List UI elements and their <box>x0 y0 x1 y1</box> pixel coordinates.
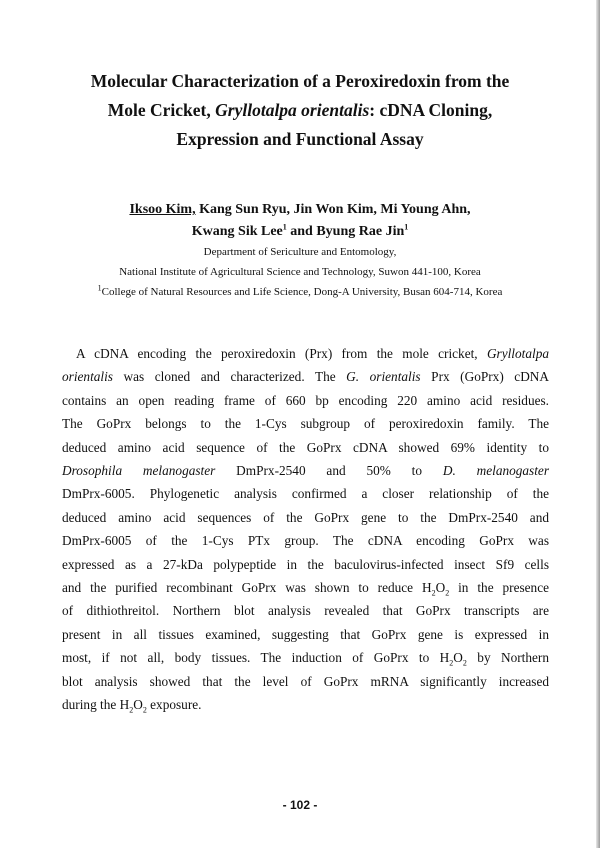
abstract-line: A cDNA encoding the peroxiredoxin (Prx) from the mole cricket, Gryllotalpa <box>76 346 549 361</box>
abstract-line: The GoPrx belongs to the 1-Cys subgroup of peroxiredoxin family. The <box>62 416 549 432</box>
abstract-line: expressed as a 27-kDa polypeptide in the baculovirus-infected insect Sf9 cells <box>62 556 549 572</box>
abstract-line: DmPrx-6005. Phylogenetic analysis confirmed a closer relationship of the <box>62 486 549 502</box>
abstract-line: contains an open reading frame of 660 bp encoding 220 amino acid residues. <box>62 392 549 408</box>
abstract-line: most, if not all, body tissues. The induction of GoPrx to $H_2O_2$ by Northern <box>62 650 550 668</box>
abstract-line: Drosophila melanogaster DmPrx-2540 and 50% to D. melanogaster <box>62 463 550 479</box>
page-edge-shadow <box>596 0 600 848</box>
abstract-line: and the purified recombinant GoPrx was shown to reduce $H_2O_2$ in the presence <box>62 580 550 598</box>
abstract-body <box>62 342 549 717</box>
affiliation-line-1: Department of Sericulture and Entomology, <box>203 246 397 258</box>
author-list <box>40 199 560 243</box>
species-name: Gryllotalpa orientalis <box>215 100 370 120</box>
abstract-line: deduced amino acid sequence of the GoPrx cDNA showed 69% identity to <box>62 439 549 455</box>
abstract-line: DmPrx-6005 of the 1-Cys PTx group. The cDNA encoding GoPrx was <box>62 533 549 549</box>
affiliation-line-3: $^1$College of Natural Resources and Life Science, Dong-A University, Busan 604-714, Korea <box>97 283 503 298</box>
abstract-line: of dithiothreitol. Northern blot analysis revealed that GoPrx transcripts are <box>62 603 549 619</box>
authors-line-1: Iksoo Kim, Kang Sun Ryu, Jin Won Kim, Mi Young Ahn, <box>129 202 471 217</box>
title-line-3: Expression and Functional Assay <box>176 129 424 149</box>
abstract-line: deduced amino acid sequences of the GoPrx gene to the DmPrx-2540 and <box>62 509 549 525</box>
title-line-1: Molecular Characterization of a Peroxiredoxin from the <box>90 71 510 91</box>
page-number: - 102 - <box>282 798 318 812</box>
authors-line-2: Kwang Sik Lee$^1$ and Byung Rae Jin$^1$ <box>191 222 409 239</box>
paper-title <box>40 67 560 154</box>
affiliation-line-2: National Institute of Agricultural Science and Technology, Suwon 441-100, Korea <box>119 266 481 278</box>
title-line-2: Mole Cricket, Gryllotalpa orientalis: cDNA Cloning, <box>107 100 493 120</box>
presenting-author: Iksoo Kim, <box>129 202 196 217</box>
affiliations <box>40 242 560 302</box>
abstract-line: during the $H_2O_2$ exposure. <box>62 697 202 715</box>
abstract-line: blot analysis showed that the level of GoPrx mRNA significantly increased <box>62 673 549 689</box>
abstract-line: present in all tissues examined, suggesting that GoPrx gene is expressed in <box>62 626 549 642</box>
abstract-line: orientalis was cloned and characterized. The G. orientalis Prx (GoPrx) cDNA <box>62 369 550 385</box>
